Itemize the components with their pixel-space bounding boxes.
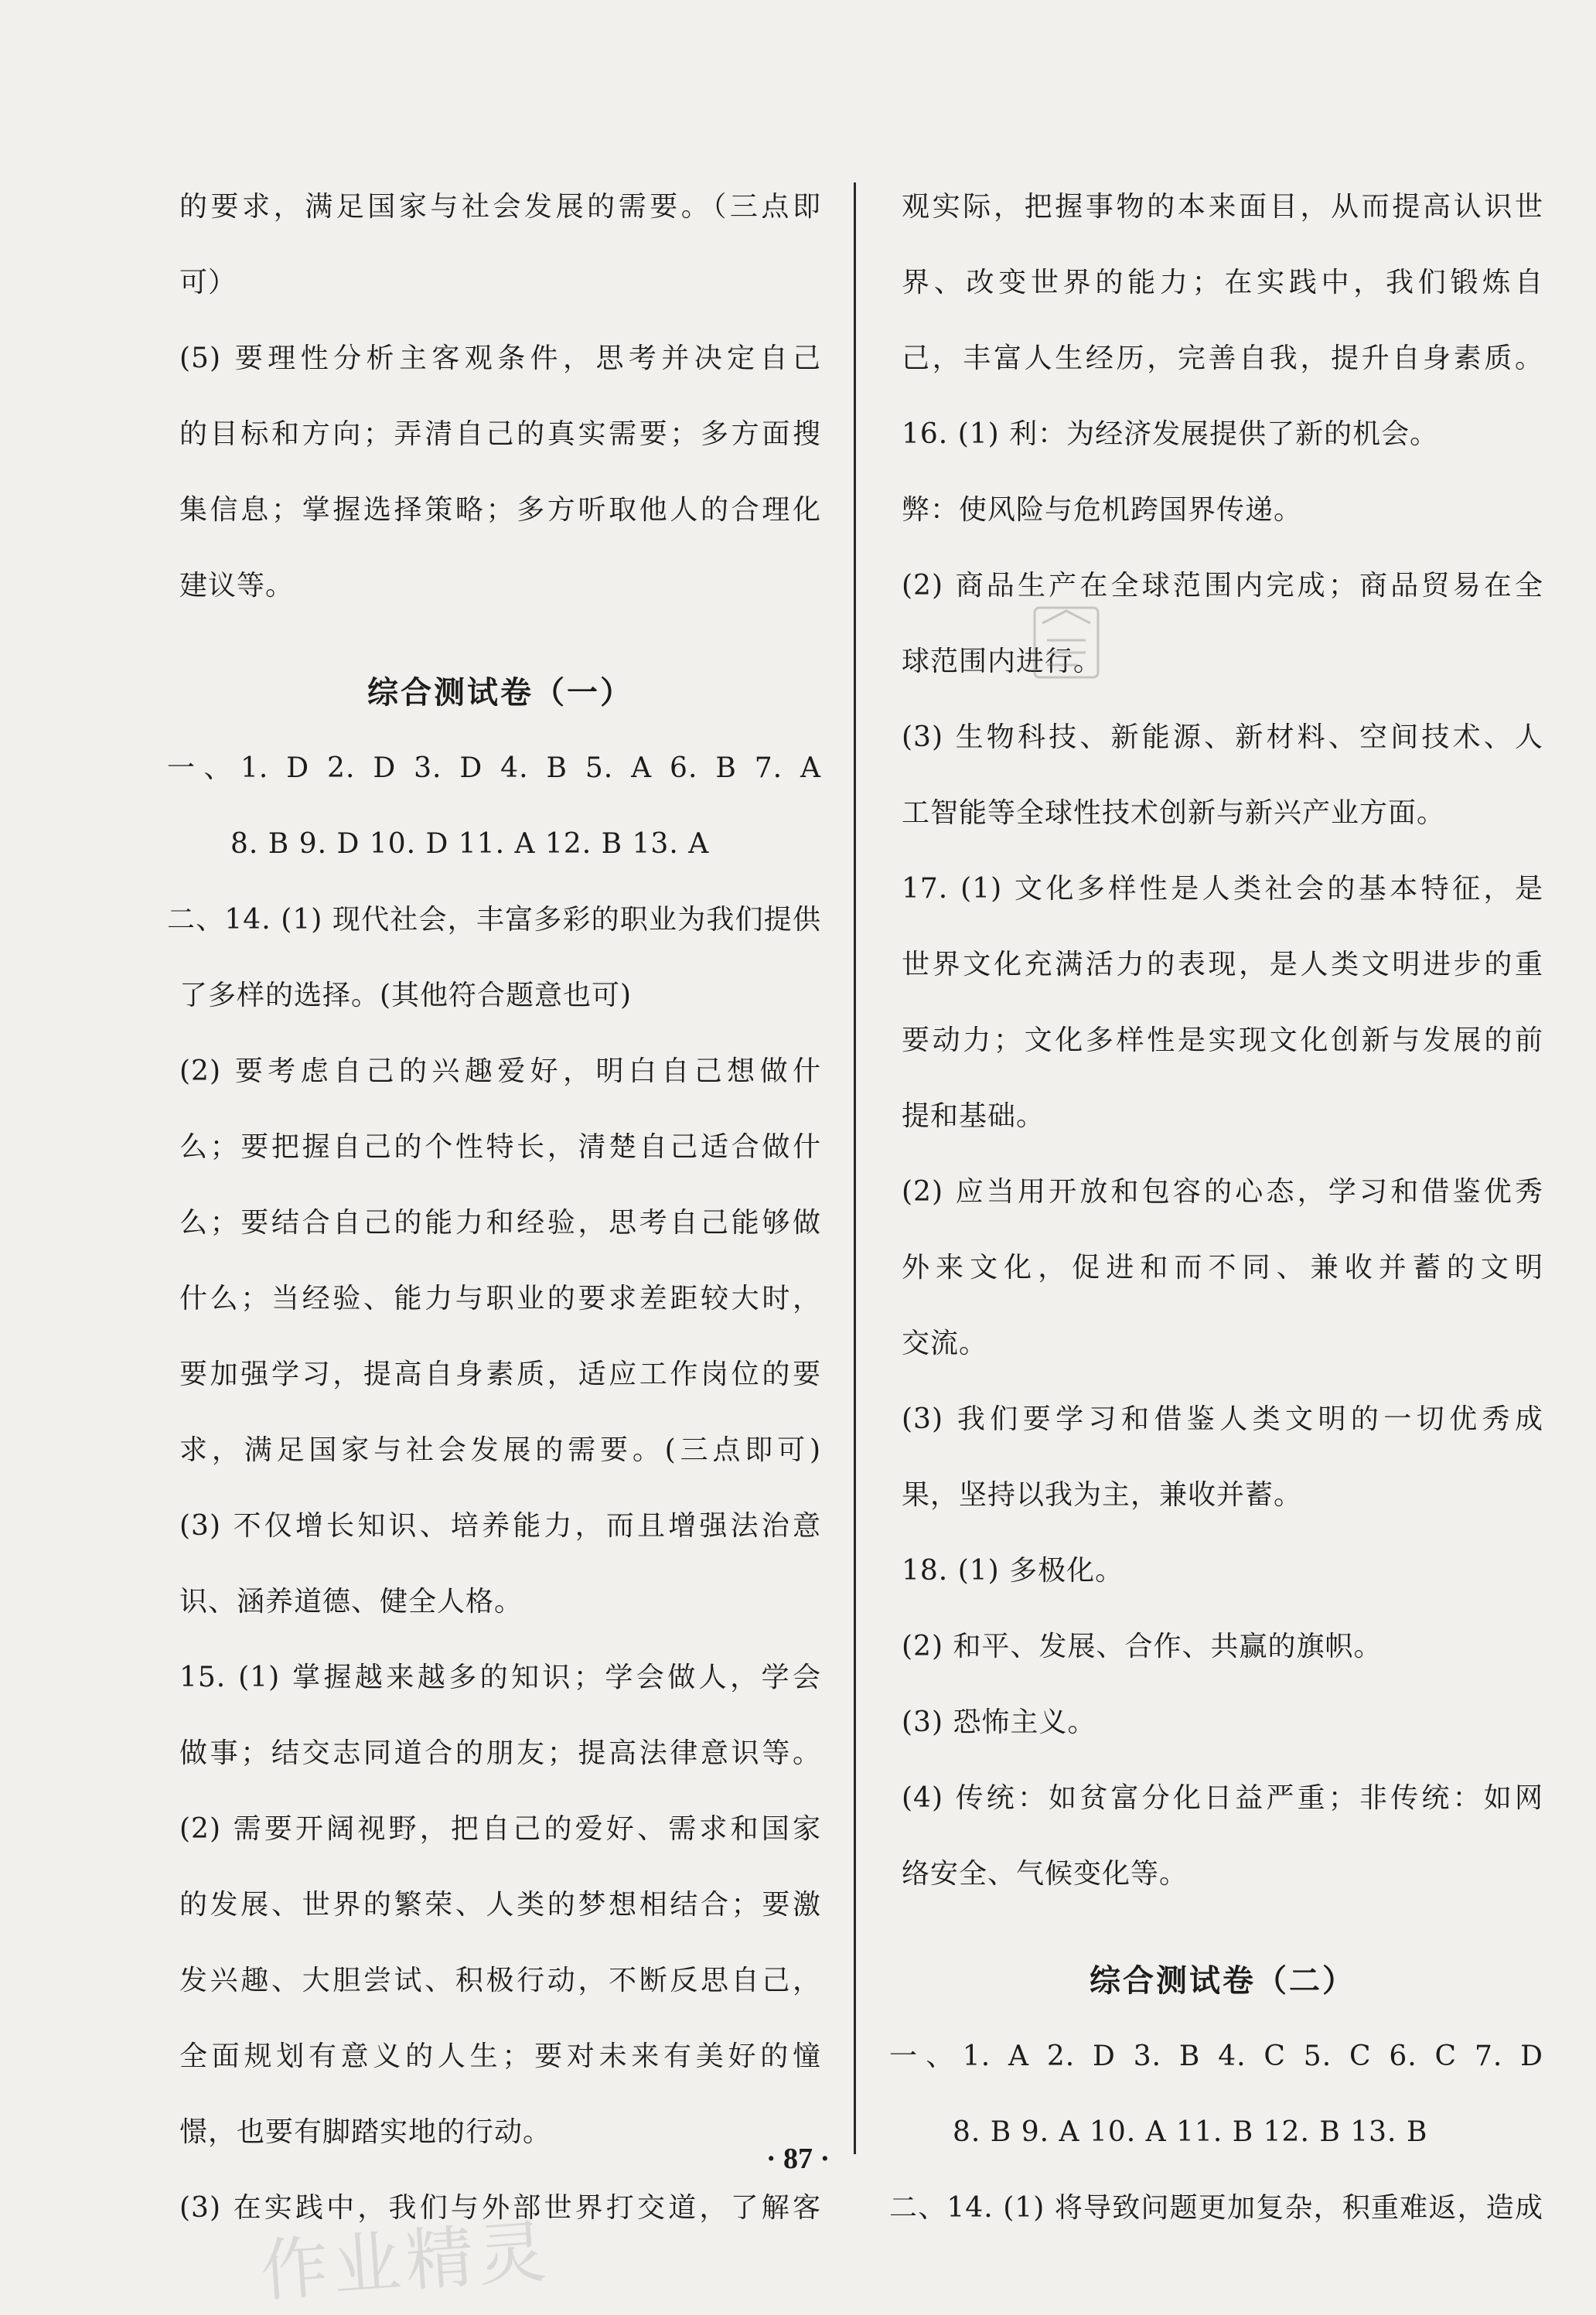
- text-line: 果，坚持以我为主，兼收并蓄。: [902, 1479, 1303, 1511]
- text-line: 外来文化，促进和而不同、兼收并蓄的文明: [902, 1252, 1543, 1284]
- text-line: 做事；结交志同道合的朋友；提高法律意识等。: [179, 1737, 821, 1769]
- text-line: 15. (1) 掌握越来越多的知识；学会做人，学会: [179, 1662, 821, 1693]
- text-line: 络安全、气候变化等。: [902, 1858, 1188, 1890]
- text-line: 么；要结合自己的能力和经验，思考自己能够做: [179, 1207, 821, 1239]
- text-line: (2) 需要开阔视野，把自己的爱好、需求和国家: [179, 1813, 821, 1845]
- answer-line-choice: 8. B 9. A 10. A 11. B 12. B 13. B: [953, 2116, 1428, 2148]
- text-line: (3) 我们要学习和借鉴人类文明的一切优秀成: [902, 1403, 1543, 1435]
- text-line: 18. (1) 多极化。: [902, 1555, 1124, 1587]
- text-line: 求，满足国家与社会发展的需要。(三点即可): [179, 1434, 821, 1466]
- text-line: (5) 要理性分析主客观条件，思考并决定自己: [179, 343, 821, 374]
- text-line: 界、改变世界的能力；在实践中，我们锻炼自: [902, 267, 1543, 298]
- text-line: 集信息；掌握选择策略；多方听取他人的合理化: [179, 494, 821, 526]
- text-line: 发兴趣、大胆尝试、积极行动，不断反思自己，: [179, 1965, 821, 1996]
- answer-line-choice: 一、1. D 2. D 3. D 4. B 5. A 6. B 7. A: [167, 752, 821, 784]
- stamp-icon: [1024, 600, 1109, 685]
- section-title-test-1: 综合测试卷（一）: [367, 675, 633, 711]
- left-column: [167, 179, 821, 2256]
- text-line: 识、涵养道德、健全人格。: [179, 1586, 523, 1618]
- text-line: (2) 商品生产在全球范围内完成；商品贸易在全: [902, 570, 1543, 602]
- text-line: 要动力；文化多样性是实现文化创新与发展的前: [902, 1025, 1543, 1056]
- text-line: 己，丰富人生经历，完善自我，提升自身素质。: [902, 343, 1543, 374]
- text-line: 球范围内进行。: [902, 646, 1103, 677]
- text-line: 了多样的选择。(其他符合题意也可): [179, 980, 633, 1011]
- text-line: 世界文化充满活力的表现，是人类文明进步的重: [902, 949, 1543, 980]
- text-line: (3) 在实践中，我们与外部世界打交道，了解客: [179, 2192, 821, 2224]
- right-column: [889, 179, 1543, 2256]
- text-line: 的发展、世界的繁荣、人类的梦想相结合；要激: [179, 1889, 821, 1921]
- spacer: [179, 634, 821, 665]
- text-line: 可）: [179, 267, 237, 298]
- text-line: (2) 应当用开放和包容的心态，学习和借鉴优秀: [902, 1176, 1543, 1208]
- text-line: (4) 传统：如贫富分化日益严重；非传统：如网: [902, 1782, 1543, 1814]
- text-line: (2) 和平、发展、合作、共赢的旗帜。: [902, 1631, 1383, 1662]
- watermark: 作业精灵: [257, 2211, 554, 2311]
- text-line: 的要求，满足国家与社会发展的需要。（三点即: [179, 191, 821, 223]
- text-line: 观实际，把握事物的本来面目，从而提高认识世: [902, 191, 1543, 223]
- answer-line-choice: 8. B 9. D 10. D 11. A 12. B 13. A: [230, 828, 710, 860]
- text-line: 二、14. (1) 现代社会，丰富多彩的职业为我们提供: [167, 904, 821, 936]
- text-line: 弊：使风险与危机跨国界传递。: [902, 494, 1303, 526]
- text-line: (3) 不仅增长知识、培养能力，而且增强法治意: [179, 1510, 821, 1542]
- text-line: 二、14. (1) 将导致问题更加复杂，积重难返，造成: [889, 2192, 1543, 2224]
- text-line: 憬，也要有脚踏实地的行动。: [179, 2116, 552, 2148]
- spacer: [902, 1922, 1543, 1953]
- text-line: 17. (1) 文化多样性是人类社会的基本特征，是: [902, 873, 1543, 905]
- text-line: (2) 要考虑自己的兴趣爱好，明白自己想做什: [179, 1055, 821, 1087]
- text-line: 提和基础。: [902, 1100, 1045, 1132]
- page-number: · 87 ·: [766, 2143, 830, 2175]
- text-line: 全面规划有意义的人生；要对未来有美好的憧: [179, 2041, 821, 2072]
- text-line: (3) 生物科技、新能源、新材料、空间技术、人: [902, 721, 1543, 753]
- text-line: 16. (1) 利：为经济发展提供了新的机会。: [902, 418, 1439, 450]
- text-line: 什么；当经验、能力与职业的要求差距较大时，: [179, 1283, 821, 1314]
- section-title-test-2: 综合测试卷（二）: [1090, 1963, 1356, 1999]
- text-line: 交流。: [902, 1328, 988, 1359]
- text-line: 工智能等全球性技术创新与新兴产业方面。: [902, 797, 1446, 829]
- column-divider: [854, 182, 856, 2154]
- text-line: 要加强学习，提高自身素质，适应工作岗位的要: [179, 1359, 821, 1390]
- text-line: 建议等。: [179, 570, 295, 602]
- text-line: 么；要把握自己的个性特长，清楚自己适合做什: [179, 1131, 821, 1163]
- text-line: (3) 恐怖主义。: [902, 1706, 1096, 1738]
- answer-line-choice: 一、1. A 2. D 3. B 4. C 5. C 6. C 7. D: [889, 2041, 1543, 2072]
- text-line: 的目标和方向；弄清自己的真实需要；多方面搜: [179, 418, 821, 450]
